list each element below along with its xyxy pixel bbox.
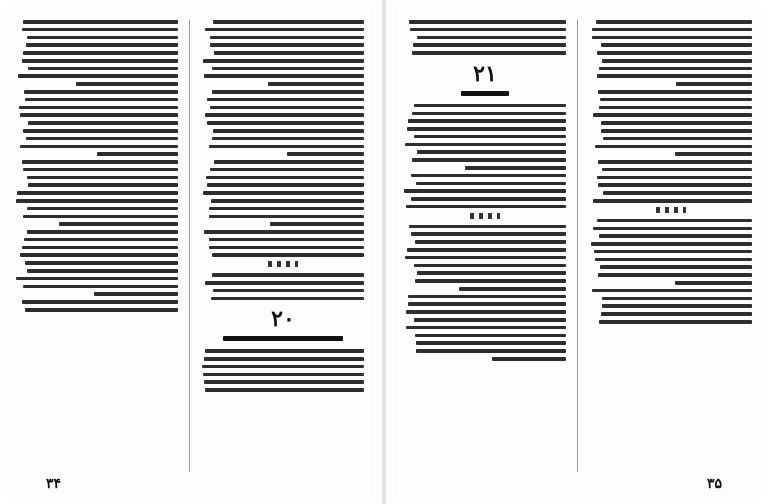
text-line <box>597 219 752 223</box>
text-line <box>27 269 178 273</box>
text-line <box>675 152 752 156</box>
text-line <box>205 281 364 285</box>
text-line <box>676 82 752 86</box>
text-line <box>404 189 566 193</box>
text-line <box>19 106 178 110</box>
text-line <box>416 349 566 353</box>
text-line <box>22 300 178 304</box>
text-line <box>212 90 364 94</box>
text-line <box>22 246 178 250</box>
text-line <box>415 240 566 244</box>
text-line <box>27 207 178 211</box>
text-line <box>595 145 752 149</box>
text-line <box>20 145 178 149</box>
text-line <box>270 222 364 226</box>
text-line <box>598 273 752 277</box>
text-line <box>597 51 752 55</box>
left-page-column-left <box>16 20 178 472</box>
text-line <box>405 256 566 260</box>
text-line <box>598 90 752 94</box>
text-line <box>591 242 752 246</box>
text-line <box>411 232 566 236</box>
section-separator <box>470 213 500 219</box>
text-line <box>28 121 178 125</box>
text-line <box>207 121 365 125</box>
text-line <box>602 304 752 308</box>
text-line <box>601 312 752 316</box>
text-line <box>414 264 566 268</box>
text-line <box>25 308 178 312</box>
left-page <box>6 6 374 498</box>
text-line <box>209 238 364 242</box>
text-line <box>592 289 752 293</box>
text-line <box>202 365 364 369</box>
text-line <box>207 183 364 187</box>
text-line <box>412 51 566 55</box>
text-line <box>23 215 178 219</box>
page-number: ۳۵ <box>706 476 722 492</box>
text-line <box>415 334 566 338</box>
text-line <box>209 215 364 219</box>
text-line <box>600 265 753 269</box>
text-line <box>675 281 752 285</box>
text-line <box>213 129 364 133</box>
text-line <box>97 152 178 156</box>
text-line <box>23 168 178 172</box>
text-line <box>595 258 752 262</box>
text-line <box>212 273 364 277</box>
text-line <box>26 43 178 47</box>
text-line <box>599 106 752 110</box>
text-line <box>22 160 178 164</box>
text-line <box>16 277 178 281</box>
text-line <box>411 174 566 178</box>
text-line <box>406 326 566 330</box>
text-line <box>414 135 566 139</box>
text-line <box>28 67 178 71</box>
text-line <box>406 205 566 209</box>
text-line <box>209 207 364 211</box>
text-line <box>602 59 752 63</box>
text-line <box>416 341 566 345</box>
text-line <box>210 36 364 40</box>
text-line <box>20 253 178 257</box>
column-divider <box>577 20 578 472</box>
text-line <box>212 67 364 71</box>
text-line <box>18 74 178 78</box>
text-line <box>25 98 178 102</box>
text-line <box>597 74 752 78</box>
text-line <box>203 59 364 63</box>
right-page <box>394 6 762 498</box>
text-line <box>411 197 566 201</box>
text-line <box>603 137 752 141</box>
text-line <box>205 349 364 353</box>
text-line <box>459 287 566 291</box>
text-line <box>417 271 566 275</box>
chapter-heading <box>404 61 566 96</box>
text-line <box>25 261 178 265</box>
text-line <box>415 279 566 283</box>
text-line <box>603 191 752 195</box>
text-line <box>287 152 364 156</box>
text-line <box>412 158 566 162</box>
text-line <box>209 246 364 250</box>
text-line <box>601 43 752 47</box>
text-line <box>59 222 178 226</box>
text-line <box>22 59 178 63</box>
text-line <box>598 160 752 164</box>
text-line <box>413 43 566 47</box>
text-line <box>417 36 566 40</box>
text-line <box>204 380 364 384</box>
text-line <box>602 297 752 301</box>
text-line <box>212 137 364 141</box>
text-line <box>405 143 566 147</box>
text-line <box>600 98 752 102</box>
text-line <box>94 292 178 296</box>
text-line <box>410 28 566 32</box>
text-line <box>592 36 752 40</box>
text-line <box>412 112 566 116</box>
text-line <box>24 90 178 94</box>
text-line <box>17 191 178 195</box>
column-divider <box>189 20 190 472</box>
text-line <box>599 67 752 71</box>
text-line <box>212 253 364 257</box>
text-line <box>599 234 752 238</box>
text-line <box>409 20 566 24</box>
right-page-column-left <box>404 20 566 472</box>
chapter-title <box>461 91 509 96</box>
text-line <box>211 297 364 301</box>
text-line <box>205 388 364 392</box>
text-line <box>205 28 364 32</box>
text-line <box>492 357 566 361</box>
text-line <box>23 285 178 289</box>
text-line <box>207 98 364 102</box>
text-line <box>414 104 566 108</box>
text-line <box>409 225 566 229</box>
text-line <box>23 20 178 24</box>
text-line <box>22 28 178 32</box>
text-line <box>209 145 364 149</box>
text-line <box>206 176 364 180</box>
text-line <box>76 82 178 86</box>
page-number: ۳۴ <box>46 476 62 492</box>
text-line <box>26 137 178 141</box>
text-line <box>408 295 566 299</box>
text-line <box>214 160 364 164</box>
text-line <box>211 199 364 203</box>
text-line <box>204 357 364 361</box>
text-line <box>20 113 178 117</box>
text-line <box>593 113 752 117</box>
text-line <box>204 230 364 234</box>
section-separator <box>656 207 686 213</box>
text-line <box>27 230 178 234</box>
text-line <box>210 168 364 172</box>
left-page-column-right <box>202 20 364 472</box>
text-line <box>27 36 178 40</box>
text-line <box>406 310 566 314</box>
text-line <box>465 166 566 170</box>
text-line <box>601 129 752 133</box>
text-line <box>28 183 178 187</box>
text-line <box>599 320 752 324</box>
text-line <box>594 250 752 254</box>
text-line <box>598 183 752 187</box>
text-line <box>593 199 752 203</box>
text-line <box>214 51 364 55</box>
text-line <box>23 129 179 133</box>
text-line <box>203 191 364 195</box>
text-line <box>417 150 566 154</box>
chapter-number: ۲۱ <box>473 60 497 87</box>
text-line <box>210 43 364 47</box>
text-line <box>213 289 364 293</box>
text-line <box>204 74 364 78</box>
right-page-column-right <box>590 20 752 472</box>
text-line <box>203 373 364 377</box>
chapter-heading <box>202 306 364 341</box>
chapter-title <box>223 336 343 341</box>
text-line <box>408 119 566 123</box>
text-line <box>16 199 178 203</box>
chapter-number: ۲۰ <box>271 306 295 333</box>
text-line <box>597 176 752 180</box>
text-line <box>601 121 752 125</box>
text-line <box>23 51 178 55</box>
text-line <box>24 238 178 242</box>
text-line <box>593 227 752 231</box>
text-line <box>602 168 752 172</box>
text-line <box>408 302 566 306</box>
text-line <box>205 113 364 117</box>
text-line <box>213 20 364 24</box>
section-separator <box>268 261 298 267</box>
text-line <box>414 318 566 322</box>
text-line <box>407 127 566 131</box>
text-line <box>407 248 566 252</box>
text-line <box>210 106 364 110</box>
text-line <box>268 82 364 86</box>
text-line <box>592 28 752 32</box>
text-line <box>416 182 566 186</box>
text-line <box>596 20 752 24</box>
text-line <box>27 176 178 180</box>
book-gutter <box>382 0 386 504</box>
